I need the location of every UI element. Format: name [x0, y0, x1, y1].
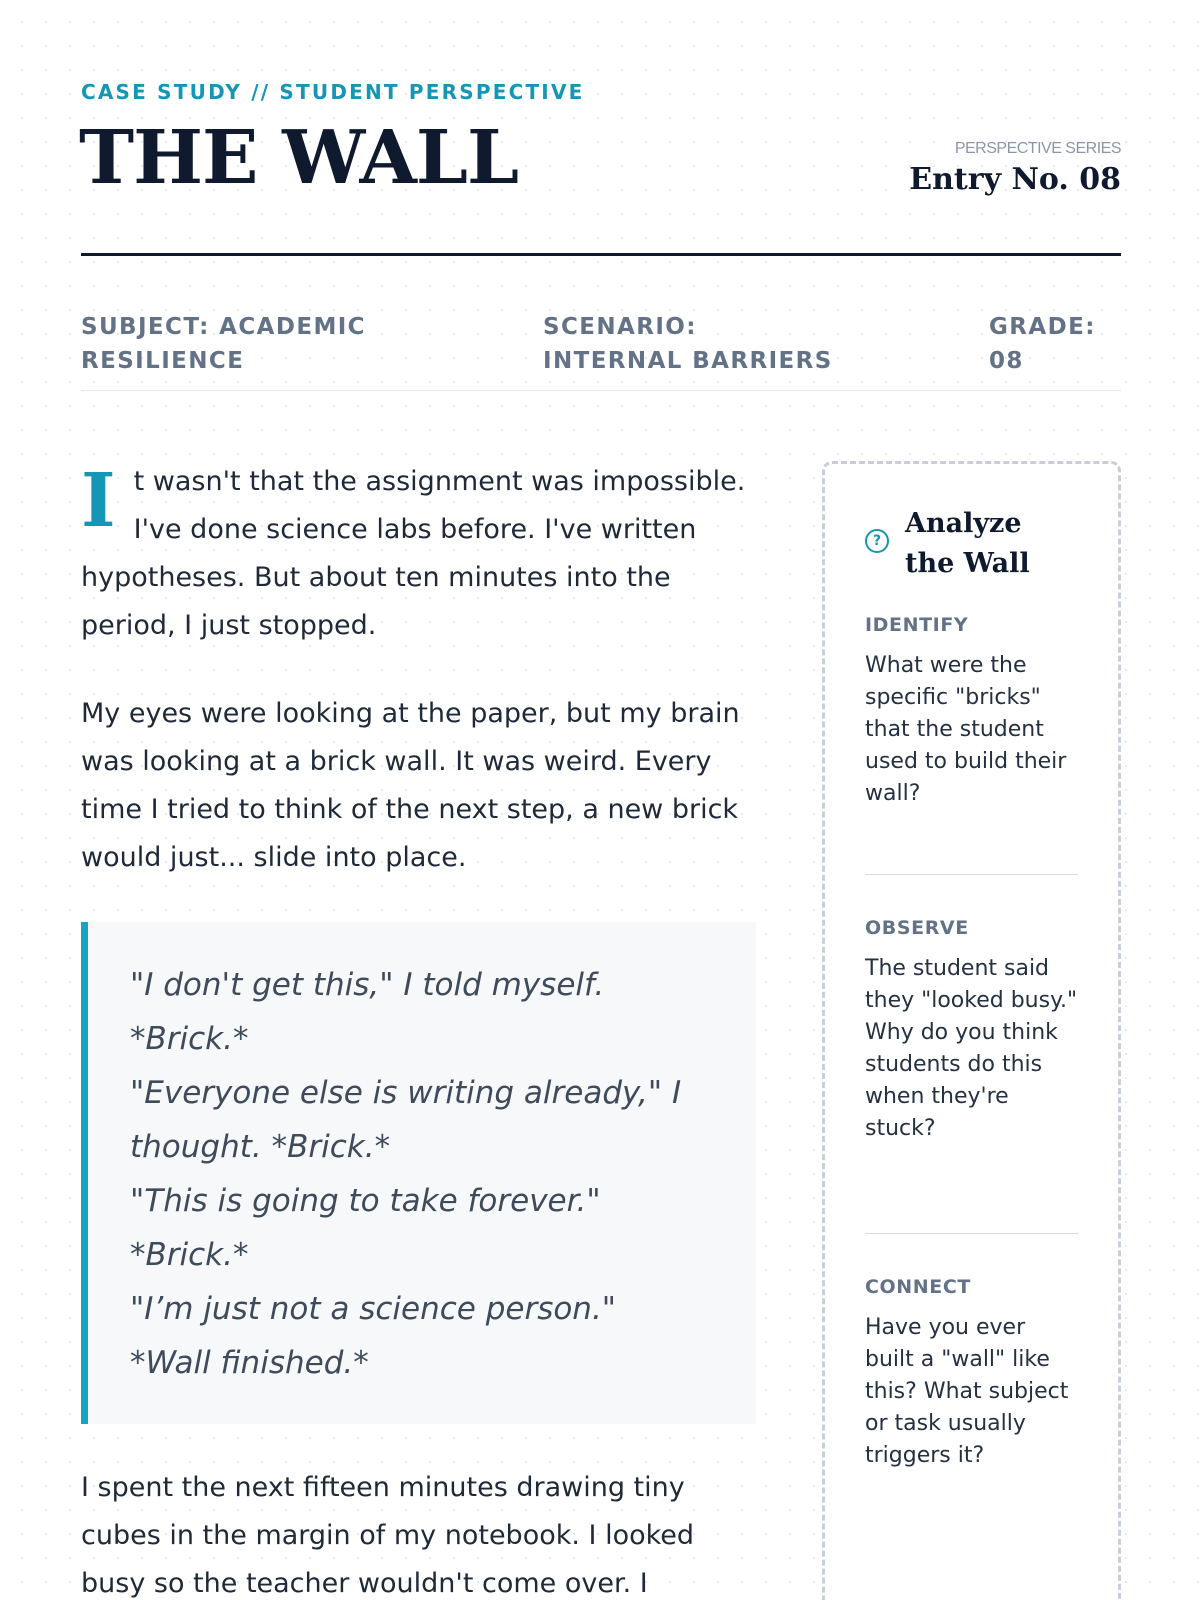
- sidebar-section-observe: [865, 917, 1078, 1233]
- sidebar-title: Analyze the Wall: [905, 508, 1030, 579]
- sidebar-header: [865, 504, 1078, 584]
- meta-subject: SUBJECT: ACADEMIC RESILIENCE: [81, 314, 366, 374]
- section-divider: [865, 874, 1078, 875]
- article-body: [81, 458, 756, 1600]
- meta-row: [81, 310, 1121, 391]
- kicker-label: CASE STUDY // STUDENT PERSPECTIVE: [81, 80, 585, 104]
- paragraph-1: [81, 458, 756, 650]
- sidebar-section-connect: [865, 1276, 1078, 1472]
- quote-line: *Brick.*: [130, 1021, 249, 1057]
- paragraph-3: I spent the next fifteen minutes drawing tiny cubes in the margin of my notebook. I looked busy so the teacher wouldn't come over. I: [81, 1472, 695, 1599]
- quote-line: "I’m just not a science person.": [130, 1291, 617, 1327]
- quote-line: "This is going to take forever.": [130, 1183, 601, 1219]
- quote-line: *Brick.*: [130, 1237, 249, 1273]
- section-divider: [865, 1233, 1078, 1234]
- section-label: OBSERVE: [865, 917, 969, 939]
- section-prompt: The student said they "looked busy." Why do you think students do this when they're stuck?: [865, 956, 1078, 1141]
- meta-grade: GRADE: 08: [989, 314, 1096, 374]
- analysis-sidebar: [822, 461, 1121, 1600]
- page-title: THE WALL: [79, 115, 518, 201]
- sidebar-section-identify: [865, 614, 1078, 874]
- paragraph-2: My eyes were looking at the paper, but my brain was looking at a brick wall. It was weird. Every time I tried to think of the next step, a new brick would just... slide into place.: [81, 698, 740, 873]
- series-info: [909, 140, 1121, 197]
- pull-quote: [81, 922, 756, 1424]
- section-label: IDENTIFY: [865, 614, 969, 636]
- question-circle-icon: ?: [865, 529, 889, 553]
- quote-line: "Everyone else is writing already," I: [130, 1075, 682, 1111]
- quote-line: thought. *Brick.*: [130, 1129, 391, 1165]
- drop-cap: I: [81, 458, 116, 544]
- section-prompt: What were the specific "bricks" that the student used to build their wall?: [865, 653, 1067, 806]
- entry-number: Entry No. 08: [909, 162, 1121, 197]
- series-label: PERSPECTIVE SERIES: [954, 140, 1121, 157]
- section-label: CONNECT: [865, 1276, 971, 1298]
- quote-line: *Wall finished.*: [130, 1345, 369, 1381]
- header-divider: [81, 253, 1121, 256]
- case-study-page: [81, 0, 1121, 1600]
- meta-scenario: SCENARIO: INTERNAL BARRIERS: [543, 314, 833, 374]
- quote-line: "I don't get this," I told myself.: [130, 967, 605, 1003]
- section-prompt: Have you ever built a "wall" like this? What subject or task usually triggers it?: [865, 1315, 1069, 1468]
- paragraph-1-text: t wasn't that the assignment was impossible. I've done science labs before. I've written hypotheses. But about ten minutes into the period, I just stopped.: [81, 466, 746, 641]
